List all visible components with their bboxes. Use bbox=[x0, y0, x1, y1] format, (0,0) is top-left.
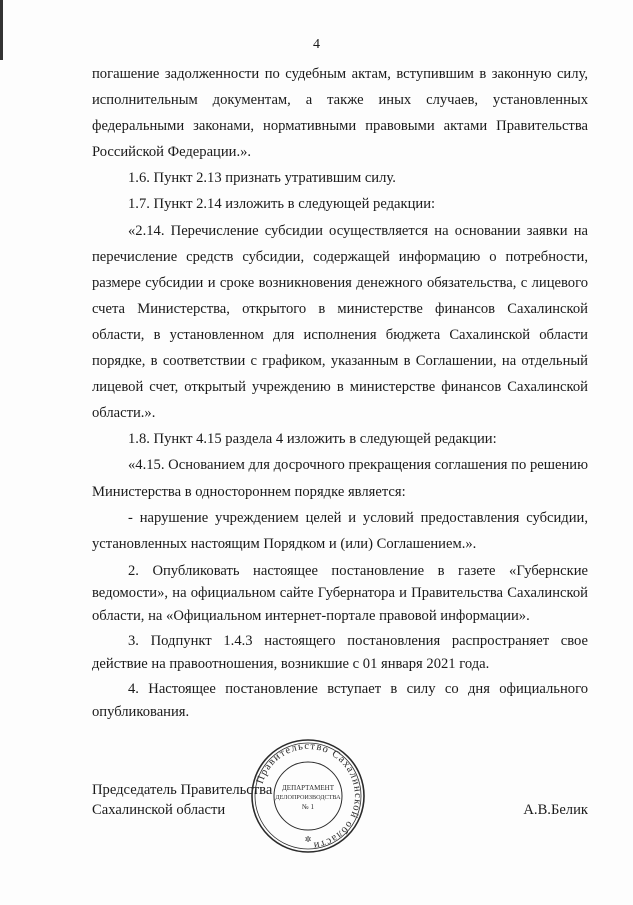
paragraph-item-1-8: 1.8. Пункт 4.15 раздела 4 изложить в следующей редакции: bbox=[128, 431, 497, 448]
paragraph-item-3: 3. Подпункт 1.4.3 настоящего постановления распространяет свое действие на правоотношения, возникшие с 01 января 2021 года. bbox=[92, 633, 588, 672]
paragraph-quote-4-15: «4.15. Основанием для досрочного прекращения соглашения по решению Министерства в одностороннем порядке является: bbox=[92, 457, 588, 500]
signatory-name: А.В.Белик bbox=[523, 802, 588, 818]
scan-noise-top bbox=[80, 30, 560, 32]
paragraph-continuation: погашение задолженности по судебным актам, вступившим в законную силу, исполнительным документам, а также иных случаев, установленных федеральными законами, нормативными правовыми актами Правительства Российской Федерации.». bbox=[92, 66, 588, 161]
stamp-inner-line3: № 1 bbox=[302, 803, 314, 811]
paragraph-item-2: 2. Опубликовать настоящее постановление в газете «Губернские ведомости», на официальном сайте Губернатора и Правительства Сахалинской области, на «Официальном интернет-портале правовой информации». bbox=[92, 562, 588, 624]
stamp-inner-line1: ДЕПАРТАМЕНТ bbox=[282, 784, 334, 792]
paragraph-quote-4-15-bullet: - нарушение учреждением целей и условий предоставления субсидии, установленных настоящим Порядком и (или) Соглашением.». bbox=[92, 509, 588, 552]
scan-noise-bottom bbox=[0, 895, 633, 898]
paragraph-quote-2-14: «2.14. Перечисление субсидии осуществляется на основании заявки на перечисление средств субсидии, содержащей информацию о потребности, размере субсидии и сроке возникновения денежного обязательства, с лицевого счета Министерства, открытого в министерстве финансов Сахалинской области, в установленном для исполнения бюджета Сахалинской области порядке, в соответствии с графиком, указанным в Соглашении, на отдельный лицевой счет, открытый учреждению в министерстве финансов Сахалинской области.». bbox=[92, 222, 588, 422]
stamp-star-icon: ✲ bbox=[304, 835, 312, 844]
page-number: 4 bbox=[313, 37, 320, 52]
stamp-inner-line2: ДЕЛОПРОИЗВОДСТВА bbox=[275, 794, 341, 801]
paragraph-item-4: 4. Настоящее постановление вступает в силу со дня официального опубликования. bbox=[92, 681, 588, 720]
document-body bbox=[92, 61, 588, 723]
official-seal-stamp bbox=[250, 738, 366, 854]
signatory-position bbox=[92, 780, 272, 820]
signatory-position-line1: Председатель Правительства bbox=[92, 782, 273, 798]
stamp-outer-text: Правительство Сахалинской области bbox=[254, 740, 364, 851]
paragraph-item-1-6: 1.6. Пункт 2.13 признать утратившим силу. bbox=[128, 170, 396, 187]
paragraph-item-1-7: 1.7. Пункт 2.14 изложить в следующей редакции: bbox=[128, 196, 436, 213]
signatory-position-line2: Сахалинской области bbox=[92, 802, 226, 818]
